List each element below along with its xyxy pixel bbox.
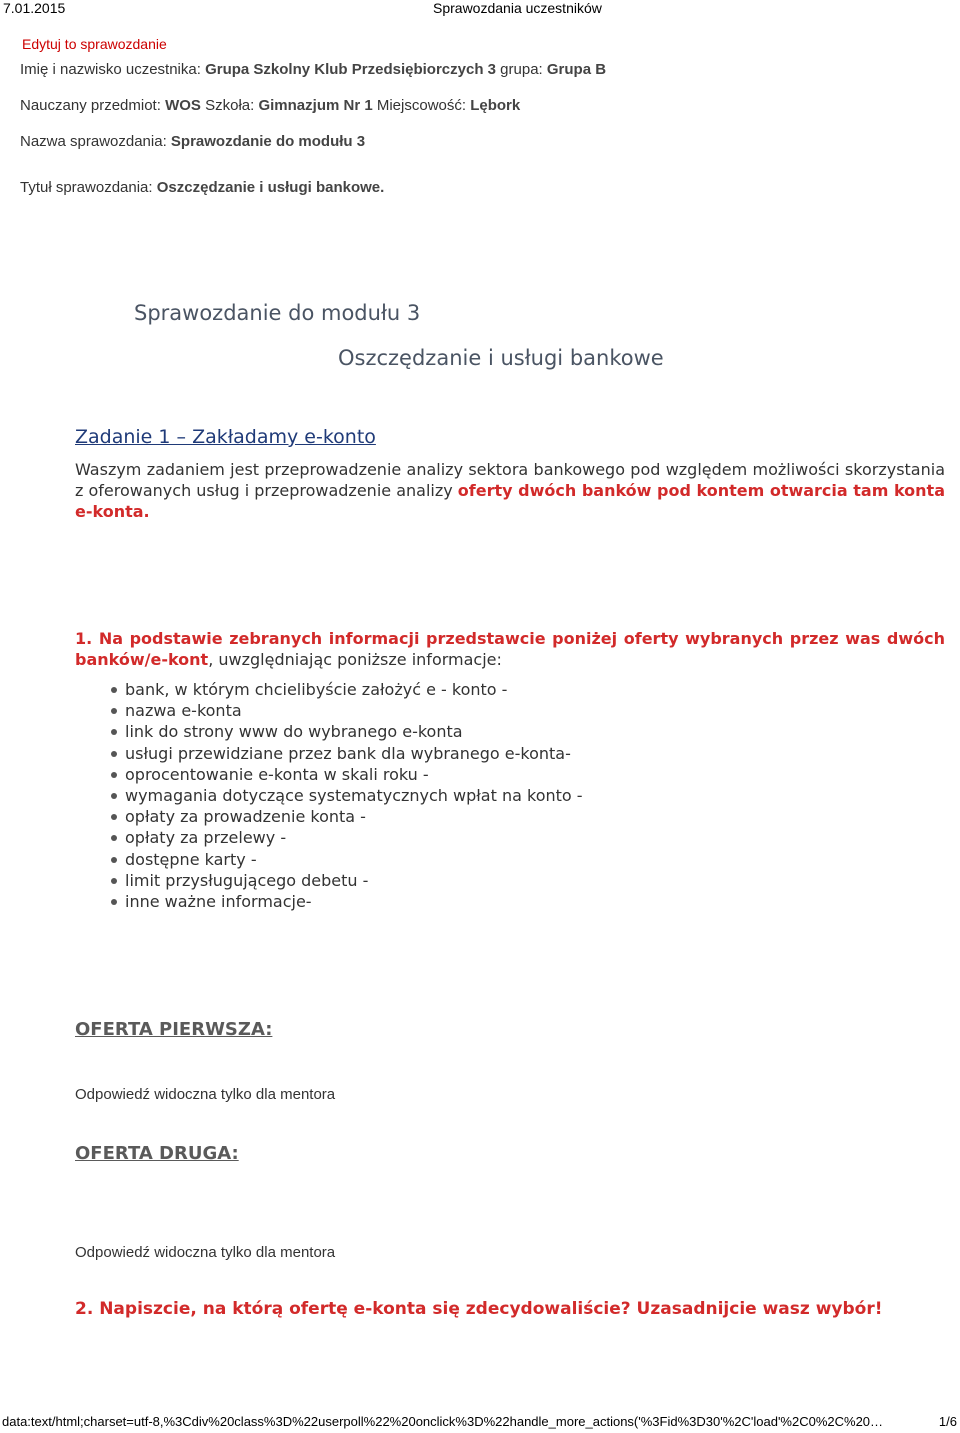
list-item: usługi przewidziane przez bank dla wybranego e-konta-: [75, 743, 583, 764]
report-name-label: Nazwa sprawozdania:: [20, 133, 167, 150]
print-footer: [0, 1414, 960, 1432]
subject-value: WOS: [165, 97, 201, 114]
school-label: Szkoła:: [205, 97, 255, 114]
student-value: Grupa Szkolny Klub Przedsiębiorczych 3: [205, 61, 496, 78]
task-1-heading: Zadanie 1 – Zakładamy e-konto: [75, 426, 376, 448]
list-item: inne ważne informacje-: [75, 891, 583, 912]
edit-report-link[interactable]: Edytuj to sprawozdanie: [22, 36, 167, 52]
meta-report-title-row: [20, 179, 384, 196]
subject-label: Nauczany przedmiot:: [20, 97, 161, 114]
task-text-highlight: oferty dwóch banków pod kontem otwarcia tam konta e-konta.: [75, 481, 946, 521]
group-label: grupa:: [500, 61, 543, 78]
print-page-number: 1/6: [938, 1414, 957, 1429]
document-title: Sprawozdanie do modułu 3: [134, 301, 421, 325]
offer-1-mentor-note: Odpowiedź widoczna tylko dla mentora: [75, 1086, 336, 1103]
city-value: Lębork: [470, 97, 521, 114]
question-2: 2. Napiszcie, na którą ofertę e-konta się zdecydowaliście? Uzasadnijcie wasz wybór!: [75, 1299, 883, 1319]
print-page-title: Sprawozdania uczestników: [433, 0, 602, 16]
list-item: bank, w którym chcielibyście założyć e - konto -: [75, 679, 583, 700]
meta-school-row: [20, 97, 520, 114]
list-item: opłaty za prowadzenie konta -: [75, 806, 583, 827]
info-bullet-list: [75, 679, 583, 912]
meta-student-row: [20, 61, 606, 78]
task-text: Waszym zadaniem jest przeprowadzenie analizy sektora bankowego pod względem możliwości skorzystania z oferowanych usług i przeprowadzenie analizy: [75, 460, 945, 500]
offer-2-mentor-note: Odpowiedź widoczna tylko dla mentora: [75, 1244, 336, 1261]
list-item: dostępne karty -: [75, 849, 583, 870]
question-1-rest: , uwzględniając poniższe informacje:: [208, 650, 502, 669]
print-date: 7.01.2015: [3, 0, 66, 16]
report-title-value: Oszczędzanie i usługi bankowe.: [156, 179, 385, 196]
document-subtitle: Oszczędzanie i usługi bankowe: [338, 346, 664, 370]
report-name-value: Sprawozdanie do modułu 3: [170, 133, 366, 150]
school-value: Gimnazjum Nr 1: [258, 97, 373, 114]
task-1-description: [75, 459, 945, 522]
list-item: opłaty za przelewy -: [75, 827, 583, 848]
list-item: link do strony www do wybranego e-konta: [75, 721, 583, 742]
meta-report-name-row: [20, 133, 365, 150]
list-item: oprocentowanie e-konta w skali roku -: [75, 764, 583, 785]
offer-1-heading: OFERTA PIERWSZA:: [75, 1019, 273, 1040]
report-title-label: Tytuł sprawozdania:: [20, 179, 153, 196]
list-item: wymagania dotyczące systematycznych wpłat na konto -: [75, 785, 583, 806]
print-header: [0, 0, 960, 18]
print-url: data:text/html;charset=utf-8,%3Cdiv%20class%3D%22userpoll%22%20onclick%3D%22handle_more_actions('%3Fid%3D30'%2C'load'%2C0%2C%20…: [2, 1414, 884, 1429]
group-value: Grupa B: [546, 61, 607, 78]
question-1: [75, 628, 945, 670]
offer-2-heading: OFERTA DRUGA:: [75, 1143, 239, 1164]
city-label: Miejscowość:: [376, 97, 467, 114]
question-1-highlight: 1. Na podstawie zebranych informacji przedstawcie poniżej oferty wybranych przez was dwóch banków/e-kont: [75, 629, 945, 669]
list-item: nazwa e-konta: [75, 700, 583, 721]
list-item: limit przysługującego debetu -: [75, 870, 583, 891]
student-label: Imię i nazwisko uczestnika:: [20, 61, 201, 78]
